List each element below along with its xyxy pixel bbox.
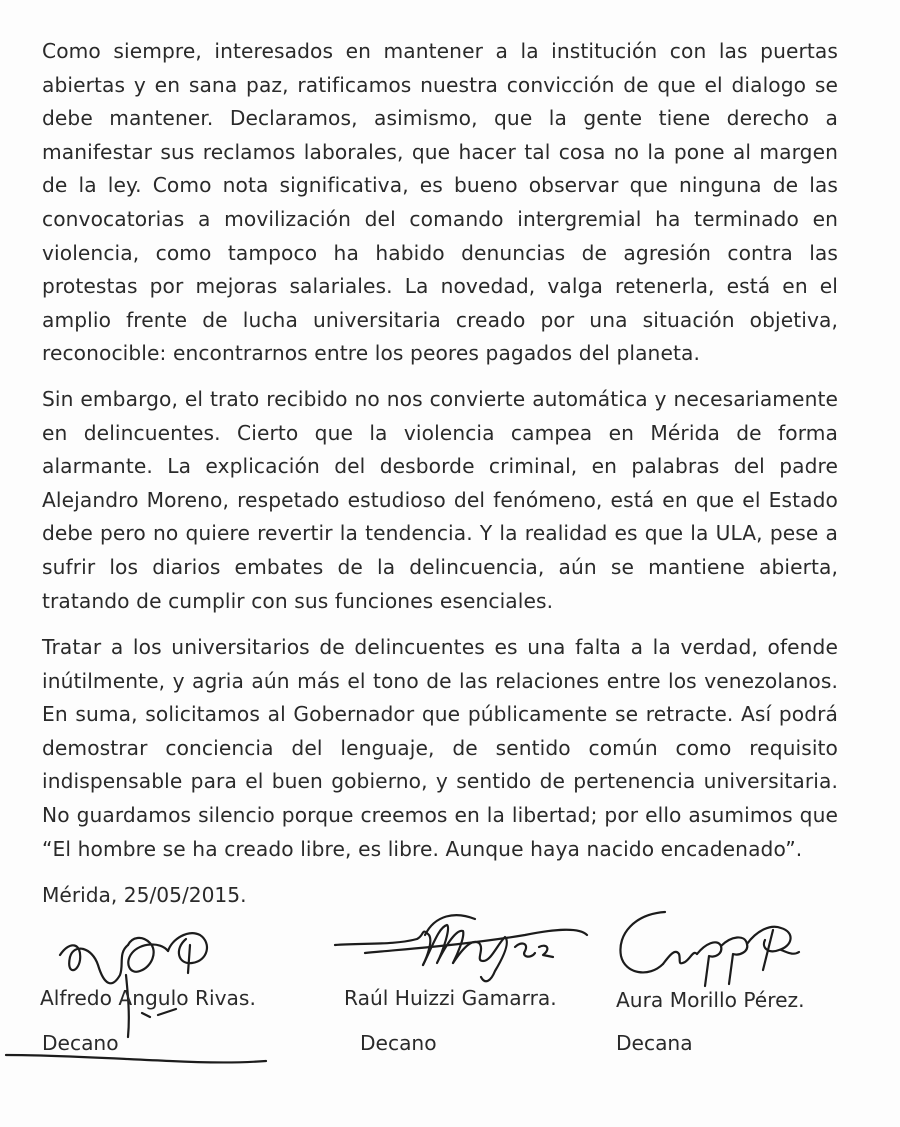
signature-2-handwritten (325, 905, 595, 995)
paragraph-3: Tratar a los universitarios de delincuentes es una falta a la verdad, ofende inútilmente, y agria aún más el tono de las relaciones entre los venezolanos. En suma, solicitamos al Gobernador que públicamente se retracte. Así podrá demostrar conciencia del lenguaje, de sentido común como requisito indispensable para el buen gobierno, y sentido de pertenencia universitaria. No guardamos silencio porque creemos en la libertad; por ello asumimos que “El hombre se ha creado libre, es libre. Aunque haya nacido encadenado”. (42, 635, 838, 861)
signature-3-handwritten (605, 900, 820, 990)
signatory-2-title: Decano (360, 1031, 437, 1055)
date-line: Mérida, 25/05/2015. (42, 883, 247, 907)
signatory-1-title: Decano (42, 1031, 119, 1055)
signatory-1-name: Alfredo Angulo Rivas. (40, 986, 256, 1010)
signatory-2-name: Raúl Huizzi Gamarra. (344, 986, 557, 1010)
paragraph-1: Como siempre, interesados en mantener a la institución con las puertas abiertas y en sana paz, ratificamos nuestra convicción de que el dialogo se debe mantener. Declaramos, asimismo, que la gente tiene derecho a manifestar sus reclamos laborales, que hacer tal cosa no la pone al margen de la ley. Como nota significativa, es bueno observar que ninguna de las convocatorias a movilización del comando intergremial ha terminado en violencia, como tampoco ha habido denuncias de agresión contra las protestas por mejoras salariales. La novedad, valga retenerla, está en el amplio frente de lucha universitaria creado por una situación objetiva, reconocible: encontrarnos entre los peores pagados del planeta. (42, 39, 838, 366)
signatory-3-name: Aura Morillo Pérez. (616, 988, 805, 1012)
signatory-3-title: Decana (616, 1031, 693, 1055)
paragraph-2: Sin embargo, el trato recibido no nos convierte automática y necesariamente en delincuentes. Cierto que la violencia campea en Mérida de forma alarmante. La explicación del desborde criminal, en palabras del padre Alejandro Moreno, respetado estudioso del fenómeno, está en que el Estado debe pero no quiere revertir la tendencia. Y la realidad es que la ULA, pese a sufrir los diarios embates de la delincuencia, aún se mantiene abierta, tratando de cumplir con sus funciones esenciales. (42, 387, 838, 613)
